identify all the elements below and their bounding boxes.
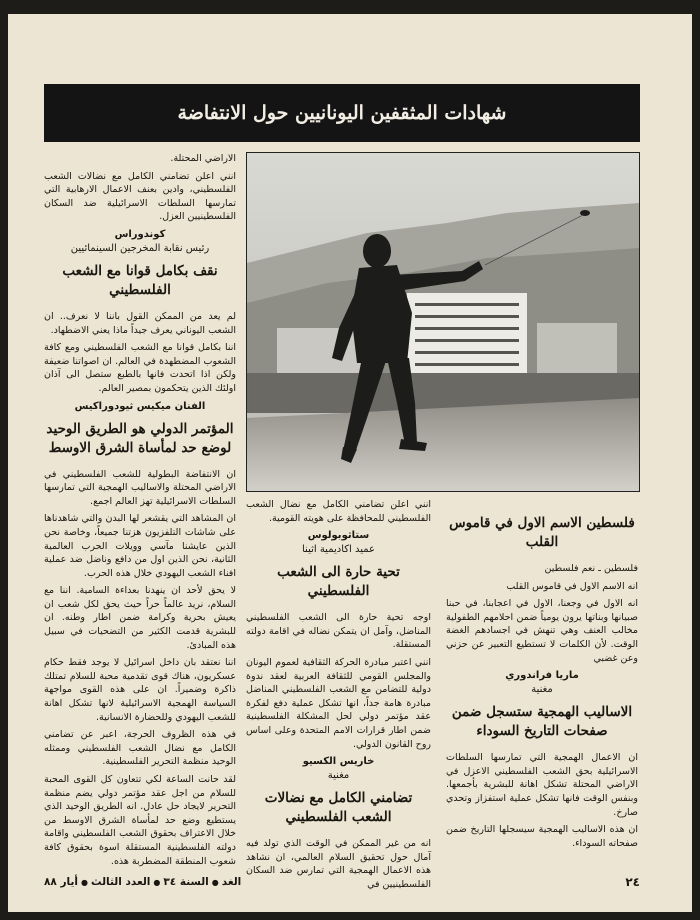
article-paragraph: انه من غير الممكن في الوقت الذي تولد فيه آمال حول تحقيق السلام العالمي، ان نشاهد هذه الاعمال الهمجية التي تمارس ضد السكان الفلسطينيين في bbox=[246, 838, 431, 890]
byline-role: مغنية bbox=[327, 770, 350, 782]
magazine-page bbox=[8, 14, 692, 912]
intro-line: انني اعلن تضامني الكامل مع نضالات الشعب الفلسطيني، وادين بعنف الاعمال الارهابية التي تمارسها السلطات الاسرائيلية ضد السكان الفلسطينيين العزل. bbox=[44, 170, 236, 223]
byline-name: ستاثوبولوس bbox=[307, 530, 370, 542]
article-paragraph: انني اعتبر مبادرة الحركة الثقافية لعموم اليونان والمجلس القومي للثقافة العربية لعقد ندوة دولية للتضامن مع الشعب الفلسطيني المناضل مبادرة هامة جداً، انها تشكل عملية دفع لفكرة عقد مؤتمر دولي لحل المشكلة الفلسطينية ضمن اطار قرارات الامم المتحدة وعلى اساس روح القانون الدولي. bbox=[246, 656, 431, 750]
page-footer bbox=[44, 872, 640, 892]
intifada-photo bbox=[246, 152, 640, 492]
byline-name: الفنان ميكيس ثيودوراكيس bbox=[74, 400, 206, 412]
article-paragraph: لم يعد من الممكن القول باننا لا نعرف.. ان الشعب اليوناني يعرف جيداً ماذا يعني الاضطهاد. bbox=[44, 310, 236, 336]
masthead bbox=[44, 876, 241, 888]
byline-name: ماريا فراندوري bbox=[505, 670, 579, 682]
column-middle bbox=[246, 498, 431, 896]
article-paragraph: لقد حانت الساعة لكي تتعاون كل القوى المحبة للسلام من اجل عقد مؤتمر دولي يضم منظمة التحرير لايجاد حل عادل. انه الطريق الوحيد الذي يستطيع وضع حد لمأساة الشرق الاوسط من خلال الاعتراف بحقوق الشعب الفلسطيني واقامة دولته الفلسطينية المستقلة اسوة بحقوق كافة شعوب المنطقة المضطربة هذه. bbox=[44, 774, 236, 867]
article-paragraph: فلسطين ـ نعم فلسطين bbox=[544, 563, 638, 574]
byline-role: رئيس نقابة المخرجين السينمائيين bbox=[70, 242, 210, 254]
article-headline: تضامني الكامل مع نضالات الشعب الفلسطيني bbox=[264, 790, 413, 826]
article-headline: نقف بكامل قوانا مع الشعب الفلسطيني bbox=[62, 262, 218, 298]
article-paragraph: ان هذه الاساليب الهمجية سيسجلها التاريخ ضمن صفحاته السوداء. bbox=[446, 824, 638, 849]
article-paragraph: لا يحق لأحد ان ينهدنا بعداءة السامية. اننا مع السلام، نريد عالماً حراً حيث يحق لكل شعب ان يعيش بحرية وكرامة ضمن اطار وطنه. ان للبشرية قدمت الكثير من التضحيات في سبيل هذه المبادئ. bbox=[44, 585, 236, 651]
page-title: شهادات المثقفين اليونانيين حول الانتفاضة bbox=[177, 102, 507, 124]
bullet-icon: ● bbox=[153, 878, 161, 887]
article-headline: المؤتمر الدولي هو الطريق الوحيد لوضع حد لمأساة الشرق الاوسط bbox=[46, 420, 234, 456]
photo-illustration bbox=[247, 153, 639, 491]
intro-line: الاراضي المحتلة. bbox=[170, 153, 236, 164]
article-paragraph: انه الاسم الاول في قاموس القلب bbox=[506, 580, 638, 592]
bullet-icon: ● bbox=[81, 878, 88, 887]
article-paragraph: اننا بكامل قوانا مع الشعب الفلسطيني ومع كافة الشعوب المضطهدة في العالم. ان اصواتنا ضعيفة ولكن اذا اتحدت فانها بالطبع ستصل الى آذان اولئك الذين يتحكمون بمصير العالم. bbox=[44, 342, 236, 394]
title-banner bbox=[44, 84, 640, 142]
byline-role: مغنية bbox=[531, 684, 553, 696]
article-paragraph: انه الاول في وجعنا، الاول في اعجابنا، في حبنا صبيانها وبناتها يرون يومياً ضمن احلامهم الطفولية مخالب العنف وهي تنهش في اجسادهم الغضة الوقت. لأن الكلمات لا تستطيع التعبير عن حزني وعن غضبي bbox=[446, 598, 638, 664]
article-headline: الاساليب الهمجية ستسجل ضمن صفحات التاريخ السوداء bbox=[451, 704, 633, 740]
magazine-issue: العدد الثالث bbox=[91, 876, 151, 888]
article-paragraph: ان الاعمال الهمجية التي تمارسها السلطات الاسرائيلية بحق الشعب الفلسطيني الاعزل في الاراضي المحتلة تشكل اهانة للبشرية بأجمعها. وبنفس الوقت فانها تشكل عملية استفزاز وتحدي صارخ. bbox=[446, 752, 638, 818]
article-paragraph: ان الانتفاضة البطولية للشعب الفلسطيني في الاراضي المحتلة والاساليب الهمجية التي تمارسها السلطات الاسرائيلية تهز العالم اجمع. bbox=[44, 468, 236, 507]
page-number: ٢٤ bbox=[625, 875, 640, 889]
byline-name: كوندوراس bbox=[114, 228, 166, 240]
article-paragraph: اوجه تحية حارة الى الشعب الفلسطيني المناضل، وآمل ان يتمكن نضاله في اقامة دولته المستقلة. bbox=[246, 612, 431, 651]
intro-line: انني اعلن تضامني الكامل مع نضال الشعب الفلسطيني للمحافظة على هويته القومية. bbox=[246, 499, 431, 524]
column-right bbox=[446, 508, 638, 854]
article-paragraph: اننا نعتقد بان داخل اسرائيل لا يوجد فقط حكام عسكريون، هناك قوى تقدمية محبة للسلام تمتلك ذاكرة وضميراً. ان على هذه القوى مواجهة السياسة الهمجية الاسرائيلية لانها تشكل اهانة للشعب اليهودي وللحضارة الانسانية. bbox=[44, 657, 236, 723]
bullet-icon: ● bbox=[211, 878, 219, 887]
byline-role: عميد اكاديمية اثينا bbox=[302, 544, 375, 556]
magazine-name: الغد bbox=[221, 876, 242, 888]
article-headline: فلسطين الاسم الاول في قاموس القلب bbox=[449, 515, 635, 550]
article-headline: تحية حارة الى الشعب الفلسطيني bbox=[277, 564, 400, 600]
byline-name: خاريس الكسيو bbox=[302, 756, 375, 768]
article-paragraph: ان المشاهد التي يقشعر لها البدن والتي شاهدناها على شاشات التلفزيون هزتنا جميعاً، وخاصة نحن الذين عايشنا مآسي وويلات الحرب العالمية الثانية، نحن الذين اول من دافع وناضل ضد عملية افناء الشعب اليهودي خلال هذه الحرب. bbox=[44, 513, 236, 579]
magazine-year: السنة ٣٤ bbox=[163, 876, 209, 888]
magazine-date: أيار ٨٨ bbox=[44, 876, 79, 888]
article-paragraph: في هذه الظروف الحرجة، اعبر عن تضامني الكامل مع نضال الشعب الفلسطيني وممثله الوحيد منظمة التحرير الفلسطينية. bbox=[44, 729, 236, 768]
column-left bbox=[44, 152, 236, 872]
